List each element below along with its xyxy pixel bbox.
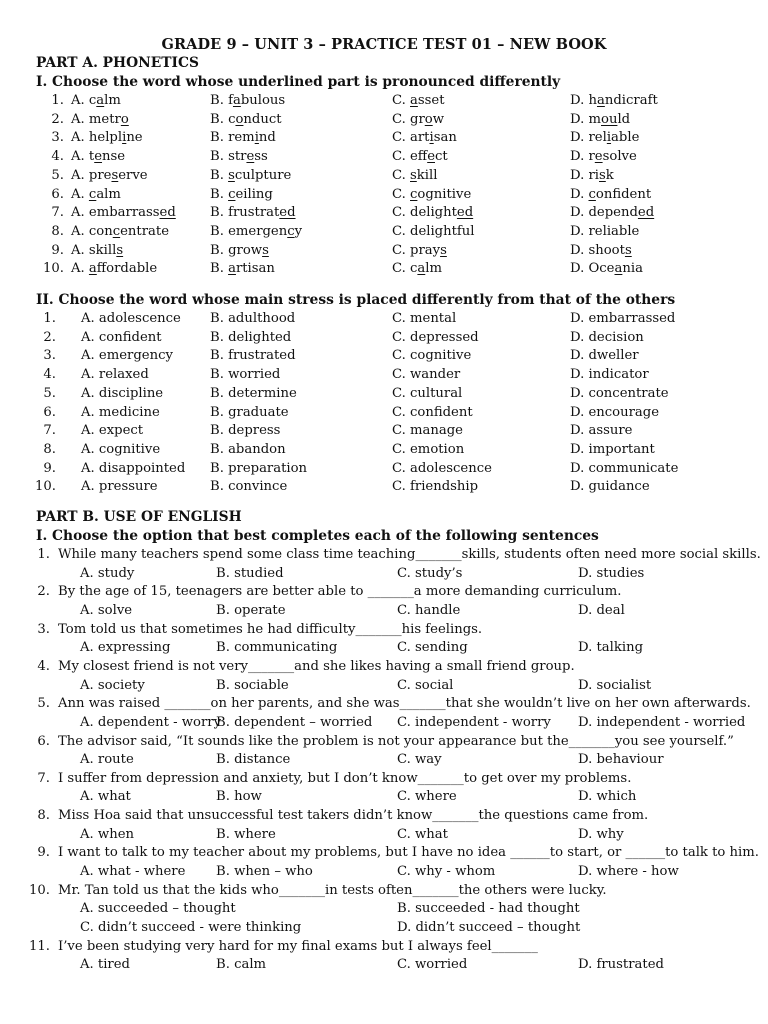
answer-option[interactable]: A. helpline — [71, 130, 143, 146]
answer-option[interactable]: B. sculpture — [210, 167, 292, 183]
answer-option[interactable]: D. behaviour — [578, 752, 664, 768]
question-number: 5. — [51, 167, 64, 183]
answer-option[interactable]: A. discipline — [81, 385, 164, 401]
answer-option[interactable]: C. social — [397, 677, 454, 693]
answer-options-row — [0, 678, 768, 696]
answer-options-row — [0, 957, 768, 975]
answer-option[interactable]: A. calm — [71, 186, 121, 202]
answer-option[interactable]: A. emergency — [81, 348, 173, 364]
phonetics-question-row — [0, 224, 768, 242]
answer-option[interactable]: A. pressure — [81, 479, 158, 495]
answer-option[interactable]: C. way — [397, 752, 442, 768]
answer-option[interactable]: A. what — [80, 789, 131, 805]
answer-option[interactable]: D. depended — [570, 205, 655, 221]
part-a-section-1-heading: I. Choose the word whose underlined part is pronounced differently — [36, 74, 561, 90]
question-text: I want to talk to my teacher about my problems, but I have no idea ______to start, or ______to talk to him. — [58, 845, 759, 861]
answer-options-row — [0, 566, 768, 584]
answer-option[interactable]: D. why — [578, 826, 624, 842]
answer-option[interactable]: D. concentrate — [570, 385, 669, 401]
question-number: 7. — [51, 205, 64, 221]
answer-options-row — [0, 752, 768, 770]
question-number: 1. — [37, 547, 50, 562]
question-text: Miss Hoa said that unsuccessful test takers didn’t know_______the questions came from. — [58, 808, 649, 824]
answer-option[interactable]: D. talking — [578, 640, 644, 656]
stress-question-row — [0, 405, 768, 423]
answer-option[interactable]: B. preparation — [210, 460, 308, 476]
answer-option[interactable]: C. friendship — [392, 479, 479, 495]
answer-option[interactable]: C. cognitive — [392, 186, 472, 202]
answer-option[interactable]: B. studied — [216, 565, 284, 581]
question-stem-row — [0, 659, 768, 677]
answer-option[interactable]: C. handle — [397, 602, 461, 618]
answer-option[interactable]: D. guidance — [570, 479, 650, 495]
question-number: 9. — [37, 845, 50, 861]
stress-question-row — [0, 461, 768, 479]
question-text: While many teachers spend some class time teaching_______skills, students often need more social skills. — [58, 547, 761, 562]
stress-question-row — [0, 423, 768, 441]
answer-option[interactable]: C. what — [397, 826, 448, 842]
answer-option[interactable]: C. confident — [392, 404, 473, 420]
answer-option[interactable]: D. didn’t succeed – thought — [397, 920, 581, 935]
question-stem-row — [0, 622, 768, 640]
answer-options-row — [0, 827, 768, 845]
answer-options-row — [0, 640, 768, 658]
answer-option[interactable]: B. depress — [210, 423, 281, 439]
answer-option[interactable]: D. encourage — [570, 404, 660, 420]
phonetics-question-row — [0, 168, 768, 186]
phonetics-question-row — [0, 149, 768, 167]
answer-option[interactable]: B. operate — [216, 602, 286, 618]
question-stem-row — [0, 808, 768, 826]
answer-option[interactable]: A. skills — [71, 242, 124, 258]
question-number: 10. — [29, 882, 50, 898]
part-a-section-2-heading: II. Choose the word whose main stress is placed differently from that of the others — [36, 292, 676, 308]
answer-option[interactable]: D. resolve — [570, 149, 637, 165]
answer-option[interactable]: A. when — [80, 826, 134, 842]
answer-option[interactable]: A. calm — [71, 93, 121, 108]
question-stem-row — [0, 547, 768, 565]
question-stem-row — [0, 939, 768, 957]
question-number: 8. — [43, 441, 56, 457]
answer-option[interactable]: B. distance — [216, 752, 291, 768]
stress-question-row — [0, 479, 768, 497]
answer-option[interactable]: A. confident — [81, 329, 162, 345]
question-number: 7. — [43, 423, 56, 439]
answer-option[interactable]: B. grows — [210, 242, 269, 258]
answer-option[interactable]: C. emotion — [392, 441, 465, 457]
question-text: The advisor said, “It sounds like the problem is not your appearance but the_______you see yourself.” — [58, 733, 734, 749]
answer-option[interactable]: D. deal — [578, 602, 625, 618]
stress-question-row — [0, 330, 768, 348]
answer-option[interactable]: A. dependent - worry — [80, 714, 222, 730]
answer-option[interactable]: A. metro — [71, 111, 129, 127]
answer-option[interactable]: B. frustrated — [210, 205, 296, 221]
answer-option[interactable]: C. cognitive — [392, 348, 472, 364]
answer-option[interactable]: B. sociable — [216, 677, 289, 693]
question-number: 4. — [37, 658, 50, 674]
stress-question-row — [0, 386, 768, 404]
question-number: 2. — [43, 329, 56, 345]
stress-question-row — [0, 442, 768, 460]
answer-option[interactable]: A. society — [80, 677, 145, 693]
answer-option[interactable]: D. reliable — [570, 223, 640, 239]
question-number: 8. — [51, 223, 64, 239]
answer-option[interactable]: B. conduct — [210, 111, 282, 127]
answer-option[interactable]: A. tense — [71, 149, 126, 165]
question-number: 1. — [43, 311, 56, 326]
answer-option[interactable]: D. embarrassed — [570, 311, 676, 326]
phonetics-question-row — [0, 243, 768, 261]
answer-option[interactable]: B. convince — [210, 479, 288, 495]
answer-option[interactable]: D. handicraft — [570, 93, 658, 108]
answer-option[interactable]: D. important — [570, 441, 655, 457]
question-number: 4. — [51, 149, 64, 165]
answer-option[interactable]: D. risk — [570, 167, 614, 183]
answer-option[interactable]: D. confident — [570, 186, 652, 202]
answer-option[interactable]: D. mould — [570, 111, 631, 127]
answer-option[interactable]: D. reliable — [570, 130, 640, 146]
question-text: Ann was raised _______on her parents, and she was_______that she wouldn’t live on her own afterwards. — [58, 696, 751, 712]
answer-option[interactable]: A. route — [80, 752, 134, 768]
answer-option[interactable]: D. which — [578, 789, 637, 805]
answer-option[interactable]: B. frustrated — [210, 348, 296, 364]
question-number: 1. — [51, 93, 64, 108]
answer-option[interactable]: C. independent - worry — [397, 714, 551, 730]
answer-option[interactable]: D. communicate — [570, 460, 679, 476]
answer-option[interactable]: D. independent - worried — [578, 714, 746, 730]
question-text: I’ve been studying very hard for my final exams but I always feel_______ — [58, 938, 538, 954]
answer-option[interactable]: B. determine — [210, 385, 297, 401]
question-stem-row — [0, 584, 768, 602]
answer-option[interactable]: A. adolescence — [81, 311, 181, 326]
question-text: Tom told us that sometimes he had difficulty_______his feelings. — [58, 621, 483, 637]
question-number: 9. — [51, 242, 64, 258]
question-number: 8. — [37, 808, 50, 824]
answer-option[interactable]: B. fabulous — [210, 93, 286, 108]
question-number: 7. — [37, 770, 50, 786]
part-a-heading: PART A. PHONETICS — [36, 55, 199, 71]
answer-option[interactable]: C. grow — [392, 111, 444, 127]
answer-option[interactable]: D. shoots — [570, 242, 632, 258]
question-number: 10. — [35, 479, 56, 495]
answer-option[interactable]: D. where - how — [578, 864, 679, 880]
answer-option[interactable]: A. succeeded – thought — [80, 901, 236, 917]
answer-option[interactable]: B. succeeded - had thought — [397, 901, 580, 917]
answer-option[interactable]: C. prays — [392, 242, 447, 258]
question-text: I suffer from depression and anxiety, but I don’t know_______to get over my problems. — [58, 770, 632, 786]
answer-option[interactable]: C. delightful — [392, 223, 475, 239]
answer-option[interactable]: D. decision — [570, 329, 644, 345]
answer-option[interactable]: C. why - whom — [397, 864, 496, 880]
answer-option[interactable]: B. remind — [210, 130, 276, 146]
question-number: 5. — [37, 696, 50, 712]
answer-option[interactable]: D. assure — [570, 423, 633, 439]
question-number: 3. — [51, 130, 64, 146]
question-stem-row — [0, 734, 768, 752]
answer-option[interactable]: D. indicator — [570, 367, 649, 383]
answer-option[interactable]: C. sending — [397, 640, 468, 656]
question-number: 3. — [37, 621, 50, 637]
question-number: 4. — [43, 367, 56, 383]
stress-question-row — [0, 367, 768, 385]
question-number: 2. — [37, 584, 50, 600]
answer-option[interactable]: C. manage — [392, 423, 463, 439]
answer-option[interactable]: B. delighted — [210, 329, 292, 345]
answer-option[interactable]: B. graduate — [210, 404, 289, 420]
page-title: GRADE 9 – UNIT 3 – PRACTICE TEST 01 – NEW BOOK — [161, 36, 607, 53]
answer-option[interactable]: C. adolescence — [392, 460, 492, 476]
question-number: 5. — [43, 385, 56, 401]
answer-option[interactable]: B. ceiling — [210, 186, 273, 202]
part-b-section-1-heading: I. Choose the option that best completes each of the following sentences — [36, 528, 599, 544]
answer-option[interactable]: C. delighted — [392, 205, 474, 221]
answer-options-row — [0, 603, 768, 621]
question-text: My closest friend is not very_______and she likes having a small friend group. — [58, 658, 575, 674]
phonetics-question-row — [0, 187, 768, 205]
question-number: 9. — [43, 460, 56, 476]
answer-option[interactable]: A. what - where — [80, 864, 186, 880]
question-text: Mr. Tan told us that the kids who_______in tests often_______the others were lucky. — [58, 882, 607, 898]
answer-option[interactable]: B. dependent – worried — [216, 714, 373, 730]
answer-option[interactable]: C. study’s — [397, 565, 463, 581]
part-b-heading: PART B. USE OF ENGLISH — [36, 509, 242, 525]
question-number: 10. — [43, 261, 64, 277]
answer-option[interactable]: C. skill — [392, 167, 438, 183]
answer-options-row — [0, 864, 768, 882]
answer-option[interactable]: B. how — [216, 789, 262, 805]
answer-option[interactable]: D. Oceania — [570, 261, 643, 277]
answer-option[interactable]: A. medicine — [81, 404, 160, 420]
question-stem-row — [0, 696, 768, 714]
answer-option[interactable]: B. artisan — [210, 261, 275, 277]
answer-option[interactable]: A. cognitive — [81, 441, 161, 457]
phonetics-question-row — [0, 205, 768, 223]
answer-option[interactable]: C. wander — [392, 367, 461, 383]
answer-option[interactable]: C. worried — [397, 957, 468, 973]
answer-option[interactable]: A. disappointed — [81, 460, 186, 476]
answer-option[interactable]: C. mental — [392, 311, 457, 326]
phonetics-question-row — [0, 93, 768, 111]
answer-option[interactable]: A. tired — [80, 957, 130, 973]
answer-option[interactable]: B. calm — [216, 957, 267, 973]
answer-option[interactable]: D. socialist — [578, 677, 652, 693]
answer-option[interactable]: A. solve — [80, 602, 133, 618]
answer-options-row — [0, 901, 768, 919]
answer-option[interactable]: A. expressing — [80, 640, 171, 656]
answer-option[interactable]: B. when – who — [216, 864, 313, 880]
answer-option[interactable]: B. emergency — [210, 223, 303, 239]
question-stem-row — [0, 883, 768, 901]
answer-option[interactable]: C. effect — [392, 149, 448, 165]
answer-option[interactable]: A. preserve — [71, 167, 148, 183]
answer-option[interactable]: A. study — [80, 565, 135, 581]
answer-options-row — [0, 789, 768, 807]
question-number: 3. — [43, 348, 56, 364]
answer-option[interactable]: C. artisan — [392, 130, 457, 146]
answer-option[interactable]: B. abandon — [210, 441, 286, 457]
answer-option[interactable]: C. asset — [392, 93, 445, 108]
answer-option[interactable]: B. where — [216, 826, 276, 842]
question-stem-row — [0, 771, 768, 789]
answer-option[interactable]: B. communicating — [216, 640, 338, 656]
answer-option[interactable]: D. frustrated — [578, 957, 664, 973]
question-text: By the age of 15, teenagers are better able to _______a more demanding curriculum. — [58, 584, 622, 600]
answer-option[interactable]: B. adulthood — [210, 311, 296, 326]
answer-option[interactable]: C. cultural — [392, 385, 463, 401]
question-stem-row — [0, 845, 768, 863]
answer-option[interactable]: A. expect — [81, 423, 144, 439]
stress-question-row — [0, 348, 768, 366]
answer-options-row — [0, 920, 768, 938]
answer-option[interactable]: B. stress — [210, 149, 268, 165]
answer-option[interactable]: D. dweller — [570, 348, 639, 364]
phonetics-question-row — [0, 130, 768, 148]
answer-option[interactable]: B. worried — [210, 367, 281, 383]
question-number: 6. — [43, 404, 56, 420]
question-number: 6. — [37, 733, 50, 749]
phonetics-question-row — [0, 261, 768, 279]
answer-option[interactable]: A. affordable — [71, 261, 158, 277]
answer-option[interactable]: A. embarrassed — [71, 205, 176, 221]
answer-option[interactable]: C. didn’t succeed - were thinking — [80, 920, 302, 935]
answer-option[interactable]: C. calm — [392, 261, 442, 277]
question-number: 2. — [51, 111, 64, 127]
question-number: 6. — [51, 186, 64, 202]
answer-option[interactable]: C. where — [397, 789, 457, 805]
question-number: 11. — [29, 938, 50, 954]
stress-question-row — [0, 311, 768, 329]
answer-option[interactable]: A. relaxed — [81, 367, 149, 383]
phonetics-question-row — [0, 112, 768, 130]
answer-option[interactable]: D. studies — [578, 565, 645, 581]
answer-option[interactable]: C. depressed — [392, 329, 479, 345]
answer-options-row — [0, 715, 768, 733]
answer-option[interactable]: A. concentrate — [71, 223, 169, 239]
